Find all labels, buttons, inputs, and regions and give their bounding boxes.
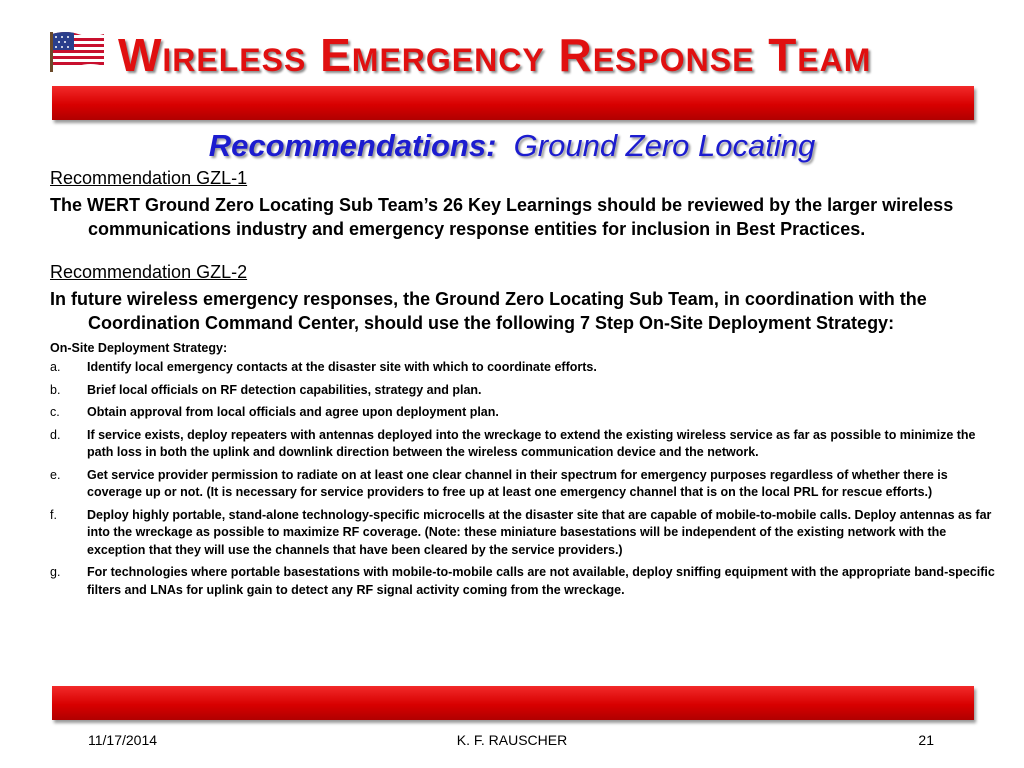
slide-subtitle: [0, 128, 1024, 164]
strategy-item-text: If service exists, deploy repeaters with antennas deployed into the wreckage to extend the existing wireless service as far as possible to minimize the path loss in both the uplink and downlink direction between the wireless communication device and the network.: [87, 427, 976, 459]
strategy-item-label: f.: [50, 507, 57, 522]
strategy-item-label: a.: [50, 360, 61, 374]
slide-title: Wireless Emergency Response Team: [118, 29, 872, 81]
strategy-item-label: e.: [50, 467, 61, 482]
strategy-item-text: Brief local officials on RF detection capabilities, strategy and plan.: [87, 382, 482, 397]
strategy-item-text: Get service provider permission to radiate on at least one clear channel in their spectrum for emergency purposes regardless of whether there is coverage up or not. (It is necessary for service providers to free up at least one emergency channel that is on the local PRL for rescue efforts.): [87, 467, 948, 499]
strategy-item: [50, 507, 1000, 560]
recommendation-2-body: In future wireless emergency responses, the Ground Zero Locating Sub Team, in coordination with the Coordination Command Center, should use the following 7 Step On-Site Deployment Strategy:: [50, 289, 927, 333]
recommendation-2-heading: Recommendation GZL-2: [50, 262, 248, 282]
strategy-item-text: Obtain approval from local officials and agree upon deployment plan.: [87, 405, 499, 419]
strategy-item-text: For technologies where portable basestations with mobile-to-mobile calls are not available, deploy sniffing equipment with the appropriate band-specific filters and LNAs for uplink gain to detect any RF signal activity coming from the wreckage.: [87, 565, 995, 597]
subtitle-topic: Ground Zero Locating: [513, 128, 816, 163]
strategy-item: [50, 467, 1000, 502]
recommendation-1-body: The WERT Ground Zero Locating Sub Team’s 26 Key Learnings should be reviewed by the larger wireless communications industry and emergency response entities for inclusion in Best Practices.: [50, 195, 954, 239]
strategy-item-text: Deploy highly portable, stand-alone technology-specific microcells at the disaster site that are capable of mobile-to-mobile calls. Deploy antennas as far into the wreckage as possible to maximize RF coverage. (Note: these miniature basestations will be independent of the existing network with the exception that they will use the channels that have been cleared by the service providers.): [87, 507, 992, 557]
strategy-item: [50, 359, 1000, 377]
strategy-heading: On-Site Deployment Strategy:: [50, 341, 228, 355]
header-divider-bar: [52, 86, 974, 120]
us-flag-icon: [48, 30, 106, 72]
strategy-item: [50, 404, 1000, 422]
footer-divider-bar: [52, 686, 974, 720]
strategy-item-label: d.: [50, 427, 61, 442]
slide-content: [50, 167, 1000, 604]
recommendation-1-heading: Recommendation GZL-1: [50, 168, 248, 188]
subtitle-lead: Recommendations:: [208, 128, 497, 163]
strategy-item: [50, 427, 1000, 462]
strategy-item-label: b.: [50, 382, 61, 397]
strategy-list: [50, 359, 1000, 599]
strategy-item: [50, 564, 1000, 599]
page-number: 21: [918, 732, 934, 748]
strategy-item-label: c.: [50, 405, 60, 419]
strategy-item-label: g.: [50, 565, 61, 579]
footer-author: K. F. RAUSCHER: [456, 732, 568, 748]
footer-date: 11/17/2014: [88, 732, 158, 748]
strategy-item: [50, 382, 1000, 400]
strategy-item-text: Identify local emergency contacts at the disaster site with which to coordinate efforts.: [87, 360, 597, 374]
